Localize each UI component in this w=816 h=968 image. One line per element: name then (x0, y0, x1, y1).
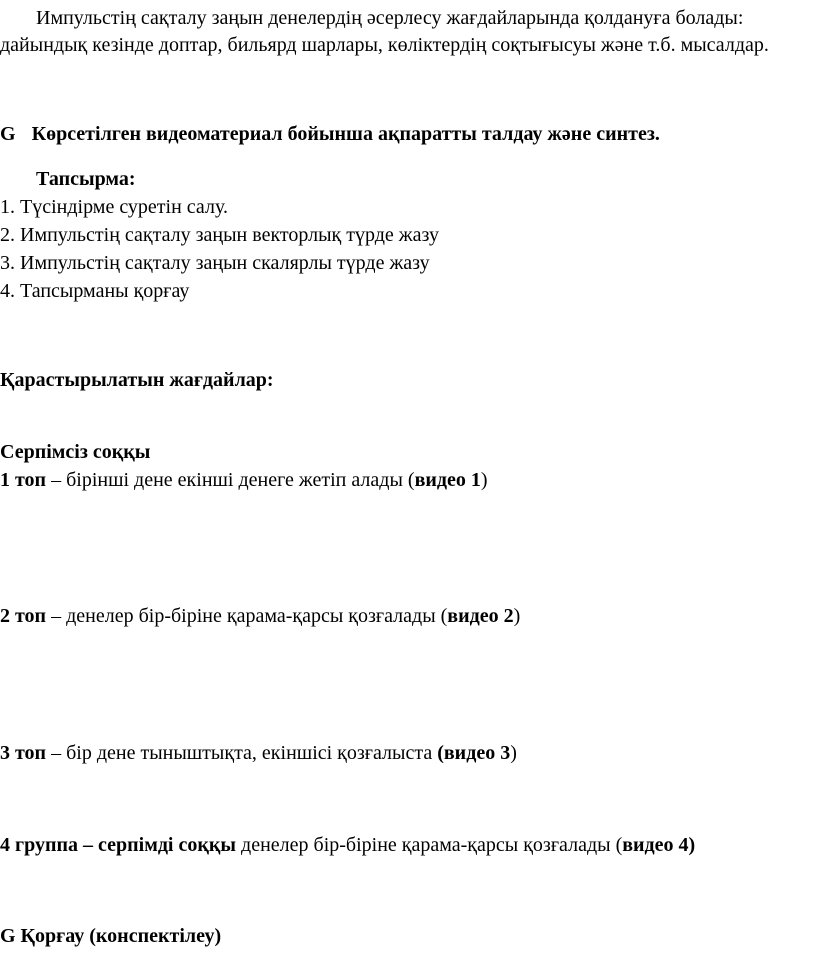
section-g-title: Көрсетілген видеоматериал бойынша ақпаратты талдау және синтез. (31, 123, 660, 145)
group-3-close: ) (510, 742, 517, 764)
group-2-line (0, 603, 520, 629)
group-2-text: денелер бір-біріне қарама-қарсы қозғалады ( (66, 605, 448, 627)
group-4-video: видео 4) (622, 834, 696, 856)
group-1-label: 1 топ (0, 469, 47, 491)
intro-line-2: дайындық кезінде доптар, бильярд шарлары, көліктердің соқтығысуы және т.б. мысалдар. (0, 34, 769, 56)
group-1-text: бірінші дене екінші денеге жетіп алады ( (66, 469, 415, 491)
group-2-video: видео 2 (447, 605, 514, 627)
intro-line-1: Импульстің сақталу заңын денелердің әсерлесу жағдайларында қолдануға болады: (36, 7, 744, 29)
group-2-close: ) (513, 605, 521, 627)
group-1-line (0, 467, 488, 493)
group-4-label: 4 группа – серпімді соққы (0, 834, 237, 856)
task-item-3: 3. Импульстің сақталу заңын скалярлы түрде жазу (0, 252, 430, 274)
task-heading: Тапсырма: (36, 168, 136, 190)
task-item-2: 2. Импульстің сақталу заңын векторлық түрде жазу (0, 224, 439, 246)
group-1-close: ) (480, 469, 488, 491)
section-g-letter: G (0, 123, 16, 145)
group-3-video: (видео 3 (437, 742, 511, 764)
group-3-dash: – (46, 742, 67, 764)
task-item-1: 1. Түсіндірме суретін салу. (0, 196, 228, 218)
group-2-label: 2 топ (0, 605, 47, 627)
task-item-4: 4. Тапсырманы қорғау (0, 280, 190, 302)
group-1-video: видео 1 (414, 469, 481, 491)
cases-heading: Қарастырылатын жағдайлар: (0, 369, 274, 391)
group-3-label: 3 топ (0, 742, 47, 764)
inelastic-heading: Серпімсіз соққы (0, 441, 151, 463)
group-1-dash: – (46, 469, 67, 491)
group-4-line (0, 832, 695, 858)
group-3-line (0, 740, 517, 766)
section-g-heading (0, 121, 660, 147)
group-3-text: бір дене тыныштықта, екіншісі қозғалыста (66, 742, 438, 764)
group-4-text: денелер бір-біріне қарама-қарсы қозғалады ( (241, 834, 623, 856)
group-2-dash: – (46, 605, 67, 627)
defense-heading: G Қорғау (конспектілеу) (0, 925, 222, 947)
